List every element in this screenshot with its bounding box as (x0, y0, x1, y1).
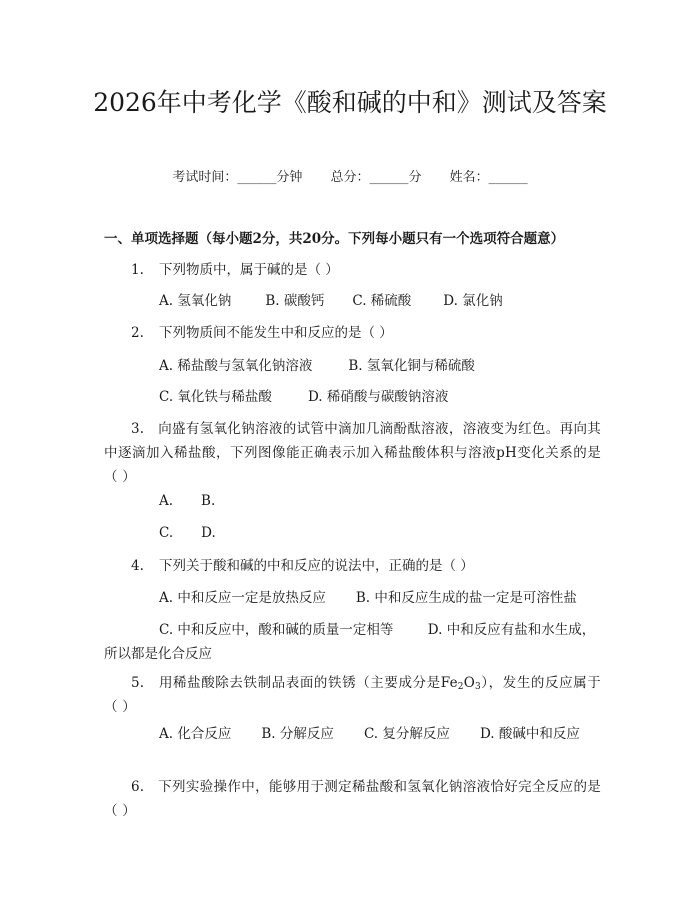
student-name-field: 姓名：______ (449, 170, 528, 185)
option-b: B. 氢氧化铜与稀硫酸 (348, 358, 475, 374)
question-3-options-row2 (159, 522, 216, 544)
option-a: A. 氢氧化钠 (159, 293, 232, 309)
question-number: 2. (131, 325, 144, 341)
question-2-options-row1 (159, 355, 475, 377)
question-1-options (159, 290, 503, 312)
question-stem: 下列物质中，属于碱的是（ ） (159, 262, 339, 278)
question-stem: 向盛有氢氧化钠溶液的试管中滴加几滴酚酞溶液，溶液变为红色。再向其中逐滴加入稀盐酸，下列图像能正确表示加入稀盐酸体积与溶液pH变化关系的是（ ） (104, 421, 601, 485)
option-d: D. (201, 525, 216, 541)
question-3-options-row1 (159, 490, 215, 512)
option-b: B. 分解反应 (261, 726, 334, 742)
question-stem-part: ），发生的反应属于（ ） (104, 675, 601, 715)
question-5 (104, 671, 601, 719)
option-a: A. 中和反应一定是放热反应 (159, 590, 326, 606)
option-c: C. (159, 525, 174, 541)
option-d: D. 氯化钠 (443, 293, 503, 309)
question-stem-part: 用稀盐酸除去铁制品表面的铁锈（主要成分是Fe (158, 675, 458, 691)
option-c: C. 氧化铁与稀盐酸 (159, 389, 272, 405)
question-5-options (104, 722, 601, 746)
question-stem-part: O (463, 675, 475, 691)
question-4-options-row2 (104, 618, 601, 666)
question-number: 4. (131, 558, 144, 574)
question-3 (104, 417, 601, 489)
total-score-field: 总分：______分 (330, 170, 422, 185)
question-4-options-row1 (159, 587, 577, 609)
question-1 (131, 259, 339, 281)
option-b: B. 中和反应生成的盐一定是可溶性盐 (355, 590, 577, 606)
option-a: A. (159, 493, 174, 509)
option-b: B. (201, 493, 216, 509)
section-heading: 一、单项选择题（每小题2分，共20分。下列每小题只有一个选项符合题意） (104, 231, 565, 247)
question-stem: 下列物质间不能发生中和反应的是（ ） (159, 325, 393, 341)
option-c: C. 复分解反应 (363, 726, 450, 742)
question-6 (104, 775, 601, 823)
option-c: C. 稀硫酸 (352, 293, 412, 309)
question-2 (131, 322, 393, 344)
subscript: 2 (457, 682, 464, 692)
option-d: D. 中和反应有盐和水生成，所以都是化合反应 (104, 622, 596, 662)
option-a: A. 化合反应 (159, 726, 232, 742)
page-title: 2026年中考化学《酸和碱的中和》测试及答案 (93, 88, 607, 117)
question-number: 3. (131, 421, 145, 437)
question-number: 6. (131, 779, 145, 795)
question-2-options-row2 (159, 386, 448, 408)
option-b: B. 碳酸钙 (265, 293, 325, 309)
question-number: 5. (131, 675, 145, 691)
option-c: C. 中和反应中，酸和碱的质量一定相等 (159, 622, 394, 638)
subscript: 3 (474, 682, 481, 692)
option-d: D. 酸碱中和反应 (479, 726, 580, 742)
question-stem: 下列关于酸和碱的中和反应的说法中，正确的是（ ） (159, 558, 474, 574)
exam-time-field: 考试时间：______分钟 (172, 170, 303, 185)
option-d: D. 稀硝酸与碳酸钠溶液 (307, 389, 449, 405)
question-4 (131, 555, 474, 577)
question-stem: 下列实验操作中，能够用于测定稀盐酸和氢氧化钠溶液恰好完全反应的是（ ） (104, 779, 601, 819)
exam-info (0, 168, 700, 188)
question-number: 1. (131, 262, 144, 278)
option-a: A. 稀盐酸与氢氧化钠溶液 (159, 358, 313, 374)
